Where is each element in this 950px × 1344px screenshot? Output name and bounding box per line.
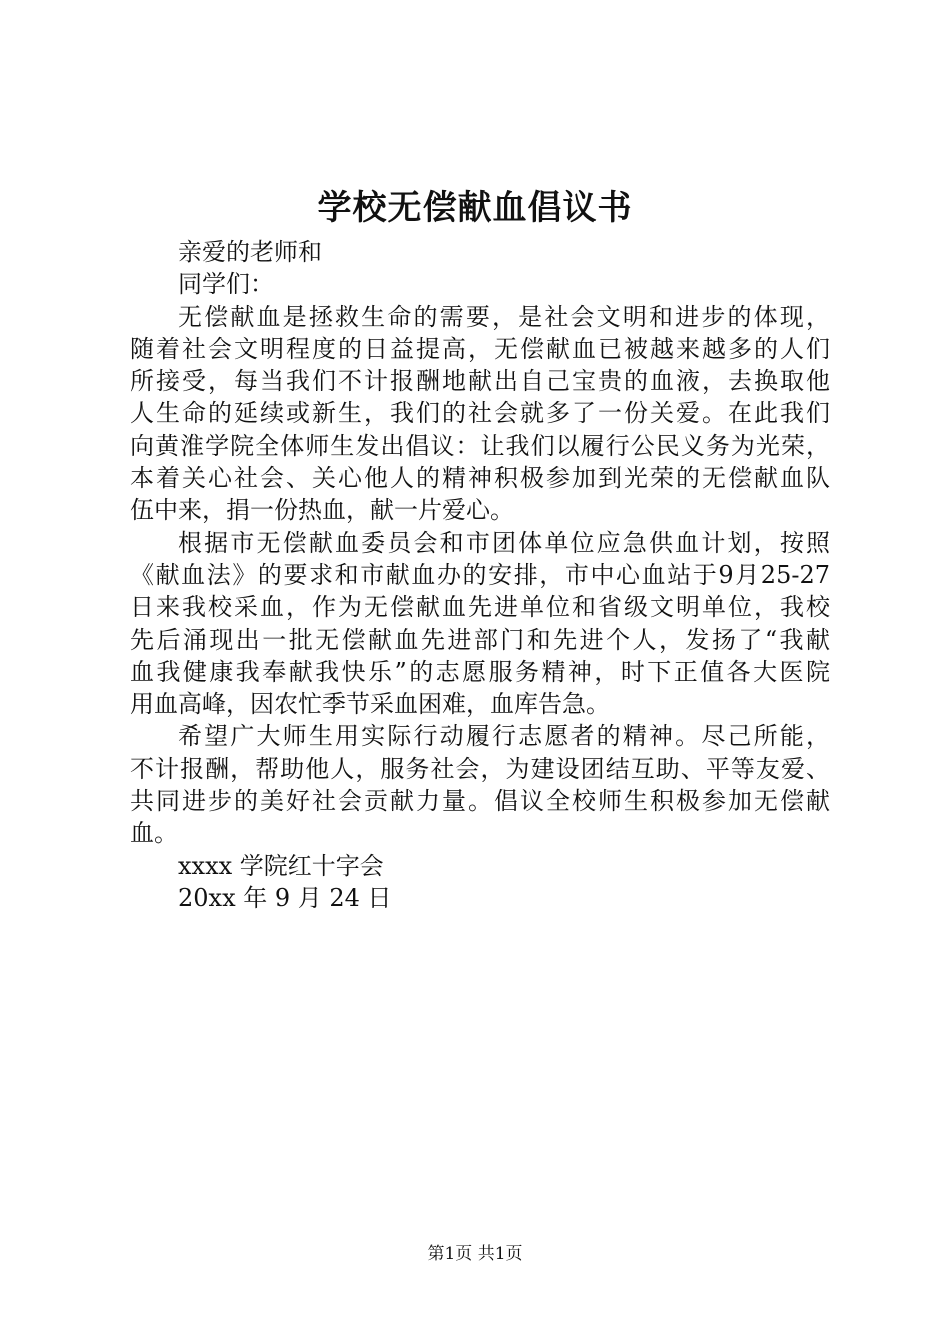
greeting-line-2: 同学们： <box>178 270 274 299</box>
paragraph-1-line-4: 人生命的延续或新生，我们的社会就多了一份关爱。在此我们 <box>130 399 830 428</box>
paragraph-2-line-2: 《献血法》的要求和市献血办的安排，市中心血站于9月25-27 <box>130 560 830 589</box>
paragraph-1-line-5: 向黄淮学院全体师生发出倡议：让我们以履行公民义务为光荣， <box>130 431 830 460</box>
document-title: 学校无偿献血倡议书 <box>317 188 633 228</box>
paragraph-2-line-3: 日来我校采血，作为无偿献血先进单位和省级文明单位，我校 <box>130 593 830 622</box>
paragraph-1-line-2: 随着社会文明程度的日益提高，无偿献血已被越来越多的人们 <box>130 334 830 363</box>
paragraph-3-line-4: 血。 <box>130 819 178 848</box>
paragraph-1-line-6: 本着关心社会、关心他人的精神积极参加到光荣的无偿献血队 <box>130 464 830 493</box>
paragraph-2-line-5: 血我健康我奉献我快乐”的志愿服务精神，时下正值各大医院 <box>130 657 830 686</box>
paragraph-1-line-1: 无偿献血是拯救生命的需要，是社会文明和进步的体现， <box>178 302 830 331</box>
paragraph-1-line-7: 伍中来，捐一份热血，献一片爱心。 <box>130 496 514 525</box>
document-body <box>130 236 830 914</box>
paragraph-2-line-4: 先后涌现出一批无偿献血先进部门和先进个人，发扬了“我献 <box>130 625 830 654</box>
paragraph-1-line-3: 所接受，每当我们不计报酬地献出自己宝贵的血液，去换取他 <box>130 367 830 396</box>
signature-organization: xxxx 学院红十字会 <box>178 851 384 880</box>
page-footer: 第1页 共1页 <box>427 1244 523 1264</box>
paragraph-2-line-1: 根据市无偿献血委员会和市团体单位应急供血计划，按照 <box>178 528 830 557</box>
greeting-line-1: 亲爱的老师和 <box>178 238 322 266</box>
paragraph-2-line-6: 用血高峰，因农忙季节采血困难，血库告急。 <box>130 690 610 719</box>
paragraph-3-line-2: 不计报酬，帮助他人，服务社会，为建设团结互助、平等友爱、 <box>130 754 830 783</box>
paragraph-3-line-1: 希望广大师生用实际行动履行志愿者的精神。尽己所能， <box>178 722 830 751</box>
signature-date: 20xx 年 9 月 24 日 <box>178 883 392 912</box>
paragraph-3-line-3: 共同进步的美好社会贡献力量。倡议全校师生积极参加无偿献 <box>130 787 830 816</box>
